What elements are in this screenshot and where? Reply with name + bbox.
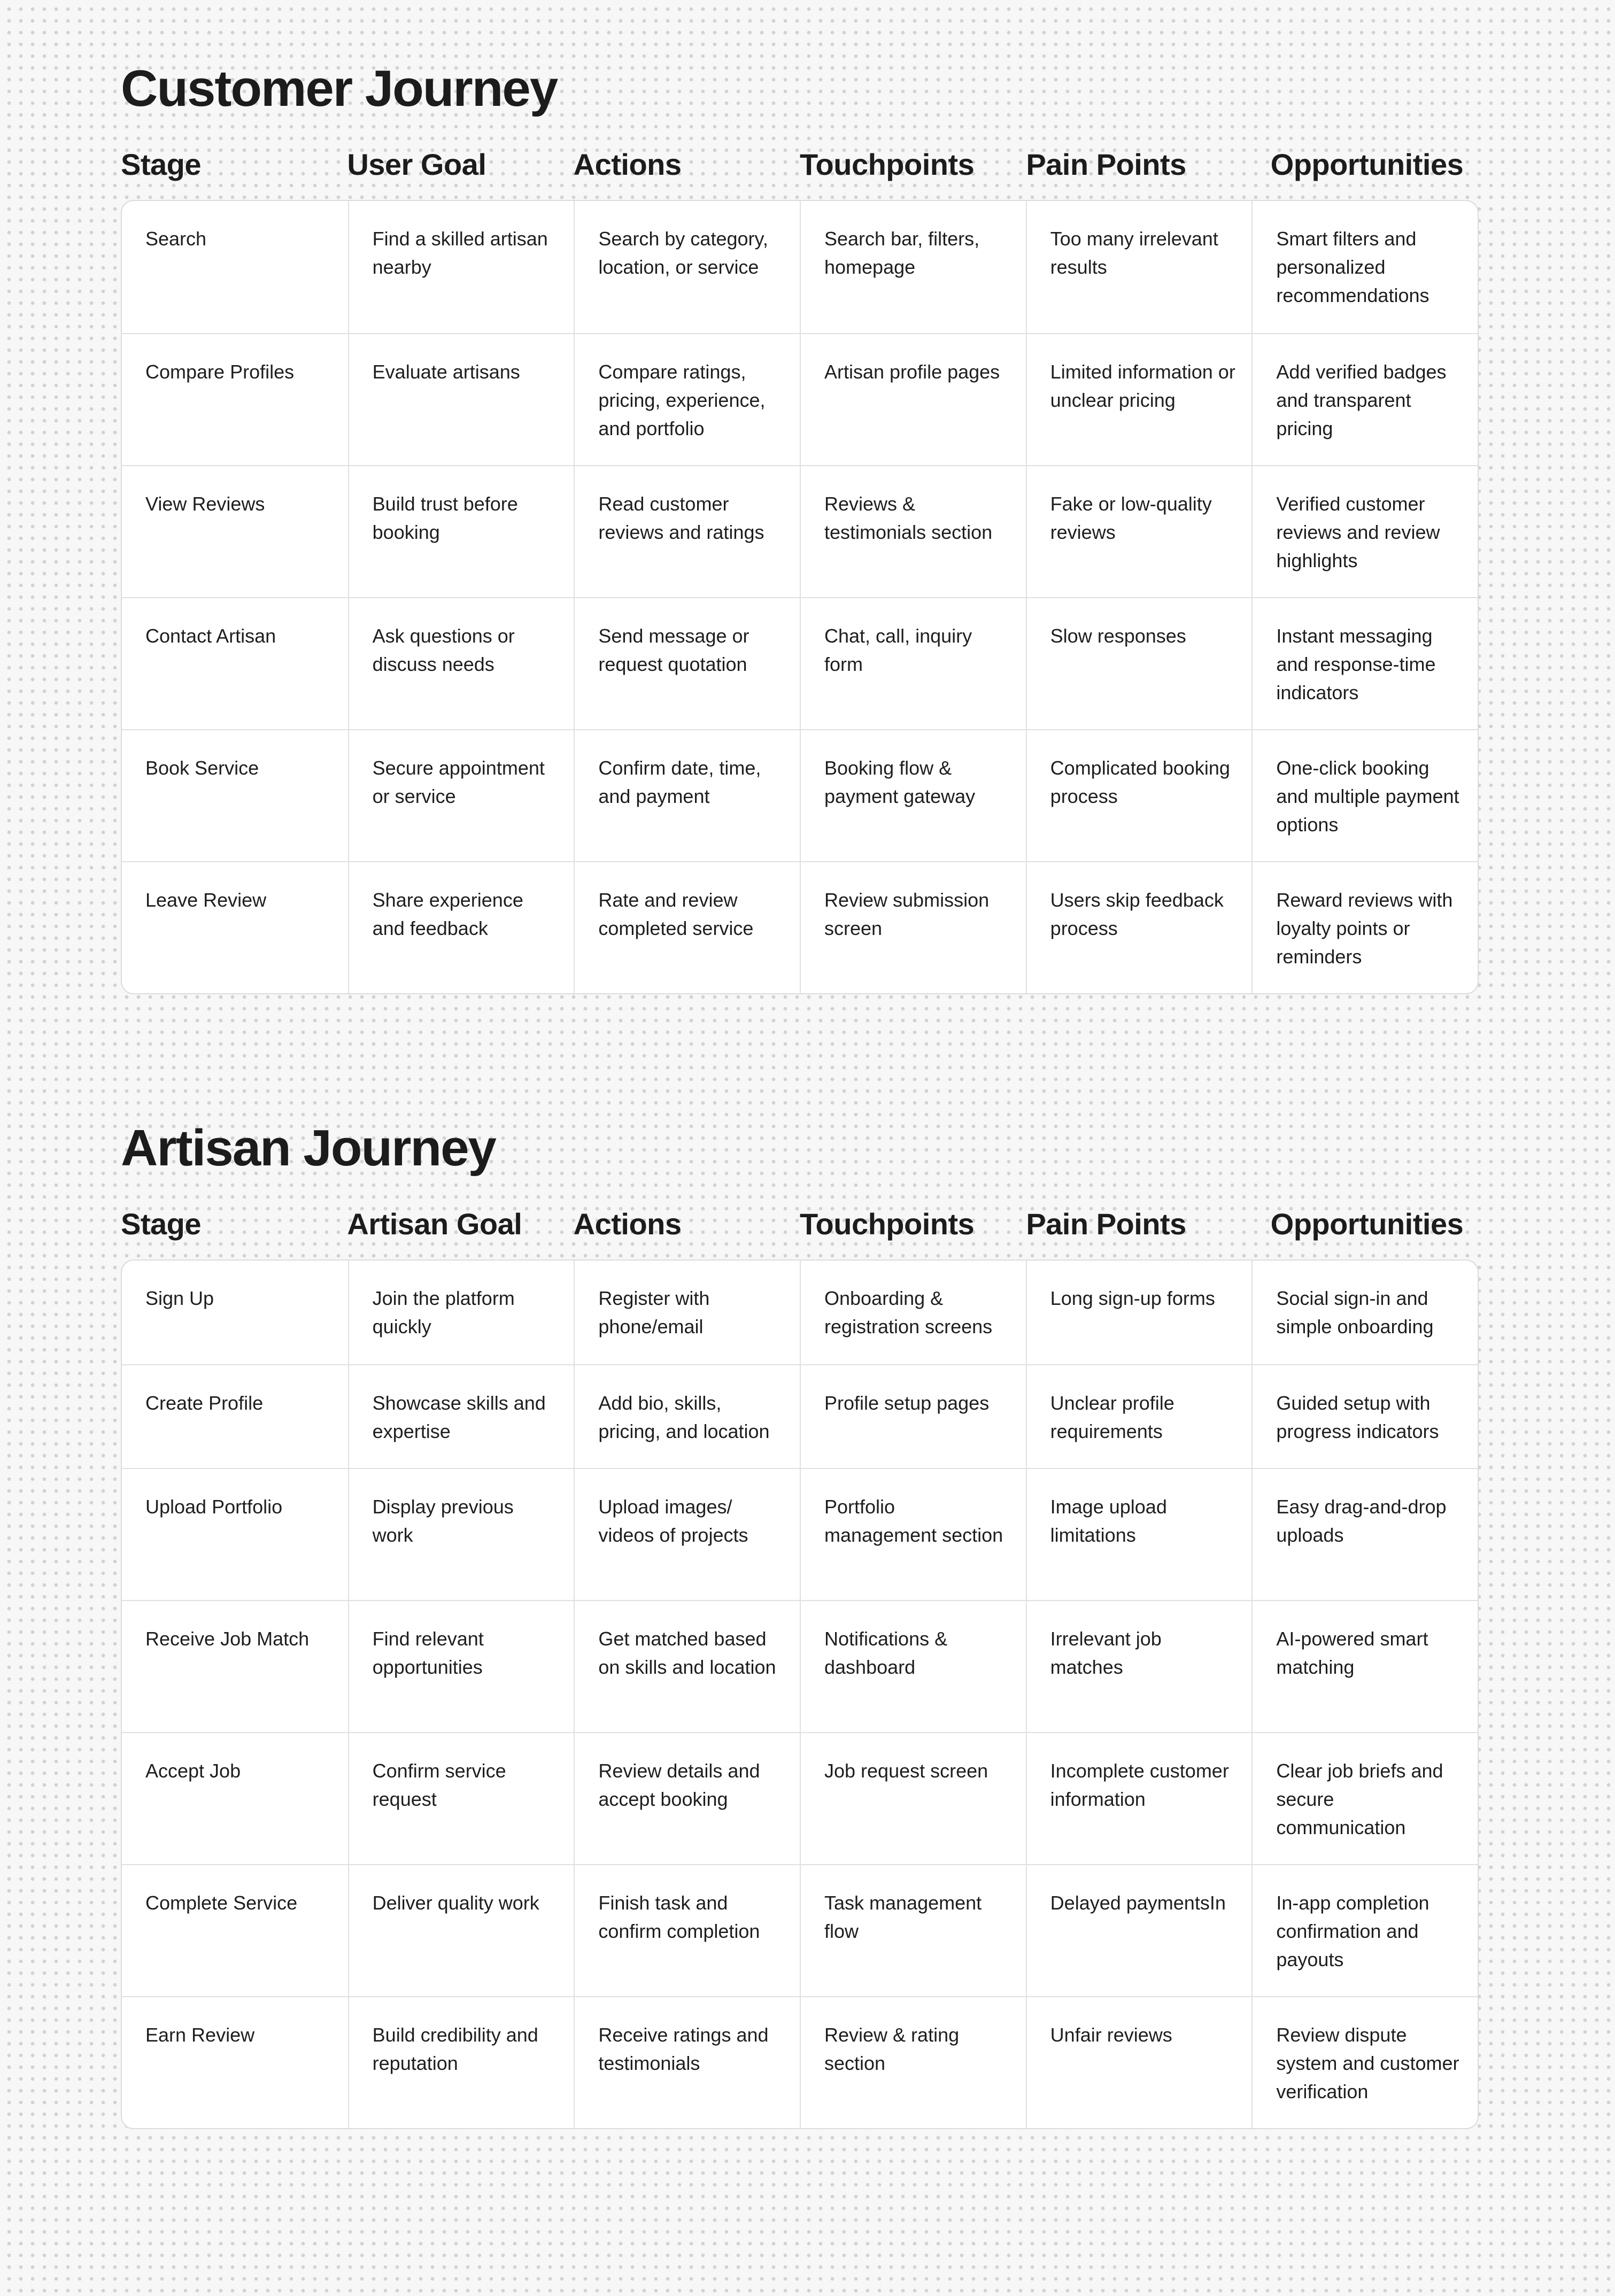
goal-cell: Build credibility and reputation — [348, 1997, 574, 2128]
opportunities-cell: In-app completion confirmation and payouts — [1251, 1865, 1478, 1996]
goal-cell: Build trust before booking — [348, 466, 574, 597]
goal-cell: Find a skilled artisan nearby — [348, 201, 574, 333]
stage-cell: Complete Service — [145, 1892, 298, 1914]
goal-cell: Evaluate artisans — [348, 334, 574, 465]
customer-journey-section — [121, 60, 1479, 994]
actions-cell: Receive ratings and testimonials — [574, 1997, 800, 2128]
column-header-opportunities: Opportunities — [1270, 148, 1464, 181]
table-row — [122, 333, 1478, 465]
opportunities-cell: Verified customer reviews and review highlights — [1251, 466, 1478, 597]
actions-cell: Get matched based on skills and location — [574, 1601, 800, 1732]
column-header-artisan-goal: Artisan Goal — [347, 1207, 522, 1241]
column-header-stage: Stage — [121, 148, 201, 181]
artisan-journey-table — [121, 1259, 1479, 2129]
customer-journey-table — [121, 200, 1479, 994]
table-row — [122, 1996, 1478, 2128]
stage-cell: Accept Job — [145, 1760, 241, 1782]
touchpoints-cell: Reviews & testimonials section — [800, 466, 1026, 597]
customer-journey-title: Customer Journey — [121, 60, 558, 117]
artisan-journey-header-row — [121, 1209, 1479, 1247]
opportunities-cell: AI-powered smart matching — [1251, 1601, 1478, 1732]
actions-cell: Search by category, location, or service — [574, 201, 800, 333]
touchpoints-cell: Artisan profile pages — [800, 334, 1026, 465]
stage-cell: Earn Review — [145, 2024, 255, 2046]
pain-points-cell: Long sign-up forms — [1026, 1261, 1252, 1364]
actions-cell: Confirm date, time, and payment — [574, 730, 800, 861]
touchpoints-cell: Review submission screen — [800, 862, 1026, 993]
table-row — [122, 465, 1478, 597]
table-row — [122, 1864, 1478, 1996]
pain-points-cell: Slow responses — [1026, 598, 1252, 729]
actions-cell: Add bio, skills, pricing, and location — [574, 1365, 800, 1468]
artisan-journey-title: Artisan Journey — [121, 1119, 496, 1177]
table-row — [122, 201, 1478, 333]
table-row — [122, 597, 1478, 729]
column-header-stage: Stage — [121, 1207, 201, 1241]
stage-cell: Receive Job Match — [145, 1628, 310, 1650]
actions-cell: Finish task and confirm completion — [574, 1865, 800, 1996]
opportunities-cell: Review dispute system and customer verification — [1251, 1997, 1478, 2128]
stage-cell: Upload Portfolio — [145, 1496, 283, 1518]
pain-points-cell: Limited information or unclear pricing — [1026, 334, 1252, 465]
touchpoints-cell: Review & rating section — [800, 1997, 1026, 2128]
pain-points-cell: Incomplete customer information — [1026, 1733, 1252, 1864]
opportunities-cell: Reward reviews with loyalty points or reminders — [1251, 862, 1478, 993]
column-header-touchpoints: Touchpoints — [799, 148, 975, 181]
pain-points-cell: Unfair reviews — [1026, 1997, 1252, 2128]
table-row — [122, 1261, 1478, 1364]
pain-points-cell: Complicated booking process — [1026, 730, 1252, 861]
actions-cell: Send message or request quotation — [574, 598, 800, 729]
opportunities-cell: Social sign-in and simple onboarding — [1251, 1261, 1478, 1364]
customer-journey-header-row — [121, 150, 1479, 187]
actions-cell: Compare ratings, pricing, experience, and portfolio — [574, 334, 800, 465]
opportunities-cell: Add verified badges and transparent pricing — [1251, 334, 1478, 465]
touchpoints-cell: Profile setup pages — [800, 1365, 1026, 1468]
goal-cell: Ask questions or discuss needs — [348, 598, 574, 729]
touchpoints-cell: Notifications & dashboard — [800, 1601, 1026, 1732]
pain-points-cell: Too many irrelevant results — [1026, 201, 1252, 333]
table-row — [122, 1732, 1478, 1864]
opportunities-cell: One-click booking and multiple payment options — [1251, 730, 1478, 861]
pain-points-cell: Unclear profile requirements — [1026, 1365, 1252, 1468]
pain-points-cell: Image upload limitations — [1026, 1469, 1252, 1600]
table-row — [122, 1600, 1478, 1732]
column-header-touchpoints: Touchpoints — [799, 1207, 975, 1241]
table-row — [122, 729, 1478, 861]
stage-cell: Sign Up — [145, 1287, 214, 1309]
table-row — [122, 1468, 1478, 1600]
touchpoints-cell: Booking flow & payment gateway — [800, 730, 1026, 861]
goal-cell: Join the platform quickly — [348, 1261, 574, 1364]
goal-cell: Secure appointment or service — [348, 730, 574, 861]
stage-cell: Search — [145, 228, 207, 250]
touchpoints-cell: Task management flow — [800, 1865, 1026, 1996]
artisan-journey-section — [121, 1119, 1479, 2129]
column-header-actions: Actions — [573, 1207, 682, 1241]
goal-cell: Deliver quality work — [348, 1865, 574, 1996]
goal-cell: Share experience and feedback — [348, 862, 574, 993]
touchpoints-cell: Portfolio management section — [800, 1469, 1026, 1600]
table-row — [122, 1364, 1478, 1468]
stage-cell: Leave Review — [145, 889, 267, 911]
goal-cell: Display previous work — [348, 1469, 574, 1600]
opportunities-cell: Guided setup with progress indicators — [1251, 1365, 1478, 1468]
pain-points-cell: Users skip feedback process — [1026, 862, 1252, 993]
actions-cell: Upload images/ videos of projects — [574, 1469, 800, 1600]
stage-cell: Contact Artisan — [145, 625, 276, 647]
actions-cell: Rate and review completed service — [574, 862, 800, 993]
stage-cell: Book Service — [145, 757, 259, 779]
pain-points-cell: Irrelevant job matches — [1026, 1601, 1252, 1732]
column-header-user-goal: User Goal — [347, 148, 486, 181]
goal-cell: Confirm service request — [348, 1733, 574, 1864]
column-header-opportunities: Opportunities — [1270, 1207, 1464, 1241]
column-header-pain-points: Pain Points — [1026, 1207, 1186, 1241]
stage-cell: View Reviews — [145, 493, 265, 515]
table-row — [122, 861, 1478, 993]
stage-cell: Compare Profiles — [145, 361, 295, 383]
column-header-pain-points: Pain Points — [1026, 148, 1186, 181]
touchpoints-cell: Onboarding & registration screens — [800, 1261, 1026, 1364]
goal-cell: Find relevant opportunities — [348, 1601, 574, 1732]
stage-cell: Create Profile — [145, 1392, 264, 1414]
goal-cell: Showcase skills and expertise — [348, 1365, 574, 1468]
opportunities-cell: Clear job briefs and secure communication — [1251, 1733, 1478, 1864]
actions-cell: Review details and accept booking — [574, 1733, 800, 1864]
pain-points-cell: Fake or low-quality reviews — [1026, 466, 1252, 597]
opportunities-cell: Smart filters and personalized recommendations — [1251, 201, 1478, 333]
opportunities-cell: Easy drag-and-drop uploads — [1251, 1469, 1478, 1600]
actions-cell: Read customer reviews and ratings — [574, 466, 800, 597]
pain-points-cell: Delayed paymentsIn — [1026, 1865, 1252, 1996]
touchpoints-cell: Job request screen — [800, 1733, 1026, 1864]
actions-cell: Register with phone/email — [574, 1261, 800, 1364]
touchpoints-cell: Chat, call, inquiry form — [800, 598, 1026, 729]
column-header-actions: Actions — [573, 148, 682, 181]
touchpoints-cell: Search bar, filters, homepage — [800, 201, 1026, 333]
opportunities-cell: Instant messaging and response-time indicators — [1251, 598, 1478, 729]
